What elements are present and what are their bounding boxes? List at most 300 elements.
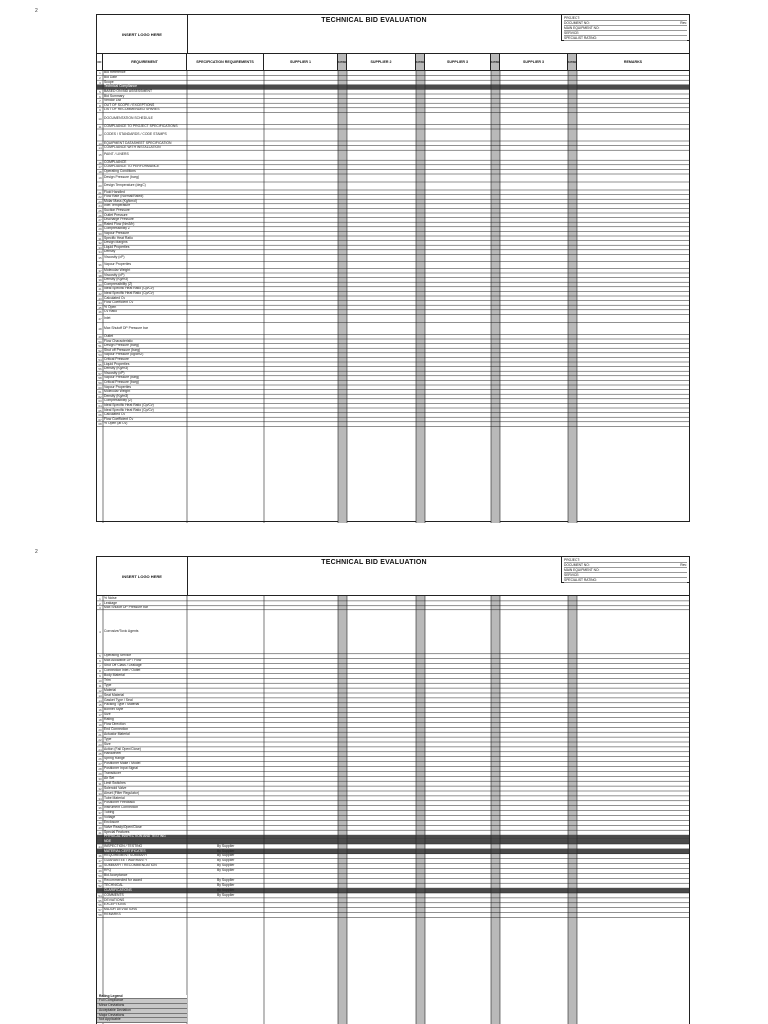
- requirement-label: Critical Pressure: [104, 356, 129, 361]
- row-number: 42: [98, 835, 102, 840]
- row-number: 68: [98, 422, 102, 427]
- row-number: 24: [98, 747, 102, 752]
- spec-note: By Supplier: [217, 853, 235, 858]
- row-number: 44: [98, 844, 102, 849]
- rating-column-shade: [338, 596, 347, 1024]
- info-row: SERVICE:: [564, 31, 687, 36]
- row-number: 17: [98, 165, 102, 170]
- spec-note: By Supplier: [217, 892, 235, 897]
- section-band: [97, 849, 689, 854]
- requirement-label: Calculated Cv: [104, 295, 126, 300]
- row-number: 17: [98, 713, 102, 718]
- row-number: 65: [98, 408, 102, 413]
- sheet-header: [97, 557, 689, 596]
- requirement-label: Ideal Specific Heat Ratio (Cp/Cv): [104, 402, 154, 407]
- row-number: 37: [98, 268, 102, 273]
- spec-note: By Supplier: [217, 848, 235, 853]
- spec-note: By Supplier: [217, 882, 235, 887]
- page-number: 2: [35, 549, 38, 555]
- requirement-label: PAINT / LINERS: [104, 152, 129, 157]
- spec-note: By Supplier: [217, 868, 235, 873]
- row-number: 32: [98, 786, 102, 791]
- row-number: 59: [98, 380, 102, 385]
- row-number: 50: [98, 874, 102, 879]
- row-number: 30: [98, 776, 102, 781]
- row-number: 12: [98, 688, 102, 693]
- requirement-label: Handwheel: [104, 751, 121, 756]
- row-number: 9: [99, 674, 101, 679]
- requirement-label: Body Material: [104, 673, 125, 678]
- requirement-label: Liquid Properties: [104, 361, 130, 366]
- row-number: 24: [98, 204, 102, 209]
- row-number: 8: [99, 669, 101, 674]
- row-number: 58: [98, 376, 102, 381]
- requirement-label: Ideal Specific Heat Ratio (Cp/Cv): [104, 286, 154, 291]
- row-number: 48: [98, 326, 102, 331]
- requirement-label: Ideal Specific Heat Ratio (Cp/Cv): [104, 407, 154, 412]
- col-supplier-3: SUPPLIER 3: [425, 54, 491, 70]
- requirement-label: Rated Flow (Nm3/h): [104, 221, 135, 226]
- row-number: 7: [99, 664, 101, 669]
- row-number: 29: [98, 227, 102, 232]
- requirement-label: % Open: [104, 304, 117, 309]
- requirement-label: Bid Acceptance: [104, 873, 128, 878]
- requirement-label: Operating Conditions: [104, 168, 136, 173]
- requirement-label: Calculated Cv: [104, 412, 126, 417]
- row-number: 44: [98, 301, 102, 306]
- row-number: 37: [98, 811, 102, 816]
- row-number: 1: [99, 71, 101, 76]
- sheet-header: [97, 15, 689, 54]
- requirement-label: Actuator Material: [104, 731, 130, 736]
- row-number: 56: [98, 903, 102, 908]
- requirement-label: Enclosure: [104, 820, 120, 825]
- requirement-label: Liquid Properties: [104, 244, 130, 249]
- requirement-label: Suction Pressure: [104, 207, 130, 212]
- row-number: 66: [98, 413, 102, 418]
- row-number: 55: [98, 898, 102, 903]
- info-row: MAIN EQUIPMENT NO:: [564, 26, 687, 31]
- row-number: 51: [98, 344, 102, 349]
- row-number: 27: [98, 218, 102, 223]
- col-rating-1: RATING: [338, 54, 347, 70]
- row-number: 38: [98, 273, 102, 278]
- row-number: 35: [98, 256, 102, 261]
- requirement-label: Vapour Properties: [104, 262, 132, 267]
- requirement-label: Limit Switches: [104, 780, 126, 785]
- requirement-label: Density (Kg/m3): [104, 393, 129, 398]
- requirement-label: DEVIATIONS: [104, 897, 125, 902]
- requirement-label: RFQ: [104, 868, 112, 873]
- requirement-label: Type: [104, 736, 112, 741]
- row-number: 63: [98, 399, 102, 404]
- requirement-label: Valve Ready/Open/Close: [104, 824, 142, 829]
- rating-column-shade: [491, 596, 500, 1024]
- row-number: 43: [98, 839, 102, 844]
- page-title: TECHNICAL BID EVALUATION: [321, 559, 427, 566]
- row-number: 67: [98, 417, 102, 422]
- requirement-label: Technical Compliance: [104, 84, 137, 89]
- row-number: 32: [98, 241, 102, 246]
- requirement-label: % Noise: [104, 595, 117, 600]
- row-number: 22: [98, 737, 102, 742]
- row-number: 61: [98, 390, 102, 395]
- requirement-label: Bid Summary: [104, 93, 125, 98]
- row-number: 2: [99, 76, 101, 81]
- requirement-label: Instrument Connection: [104, 805, 139, 810]
- col-remarks: REMARKS: [623, 60, 643, 64]
- row-number: 28: [98, 222, 102, 227]
- col-rating-4: RATING: [568, 54, 577, 70]
- row-number: 47: [98, 316, 102, 321]
- row-number: 33: [98, 791, 102, 796]
- requirement-label: MAJOR DEVIATIONS: [104, 907, 138, 912]
- row-number: 23: [98, 742, 102, 747]
- requirement-label: Action (Fail Open/Close): [104, 746, 141, 751]
- rating-legend: [97, 995, 187, 1023]
- row-number: 23: [98, 199, 102, 204]
- requirement-label: Material: [104, 687, 117, 692]
- row-number: 56: [98, 367, 102, 372]
- requirement-label: Rating: [104, 717, 114, 722]
- requirement-label: Positioner Input Signal: [104, 766, 138, 771]
- row-number: 57: [98, 371, 102, 376]
- legend-item: Acceptable Deviation: [97, 1009, 187, 1014]
- info-row: DOCUMENT NO: Rev:: [564, 21, 687, 25]
- requirement-label: TECHNICAL: [104, 882, 124, 887]
- row-number: 45: [98, 849, 102, 854]
- col-supplier-1: SUPPLIER 1: [264, 54, 338, 70]
- col-spec: SPECIFICATION REQUIREMENTS: [187, 54, 264, 70]
- row-number: 49: [98, 334, 102, 339]
- requirement-label: Molecular Weight: [104, 267, 131, 272]
- row-number: 13: [98, 141, 102, 146]
- requirement-label: Positioner Feedback: [104, 800, 135, 805]
- row-number: 53: [98, 888, 102, 893]
- row-number: 57: [98, 908, 102, 913]
- section-band: [97, 839, 689, 844]
- rating-column-shade: [338, 71, 347, 523]
- row-number: 51: [98, 878, 102, 883]
- row-number: 38: [98, 816, 102, 821]
- row-number: 48: [98, 864, 102, 869]
- rating-column-shade: [416, 596, 425, 1024]
- requirement-label: Density: [104, 249, 116, 254]
- row-number: 10: [98, 678, 102, 683]
- info-row: DOCUMENT NO: Rev:: [564, 563, 687, 567]
- row-number: 1: [99, 596, 101, 601]
- row-number: 50: [98, 339, 102, 344]
- requirement-label: EXCEPTIONS: [104, 902, 126, 907]
- requirement-label: NDE: [104, 838, 112, 843]
- requirement-label: Discharge Pressure: [104, 217, 134, 222]
- spec-note: By Supplier: [217, 877, 235, 882]
- requirement-label: Inlet: [104, 315, 111, 320]
- requirement-label: Recommended for award: [104, 877, 143, 882]
- requirement-label: Density (Kg/m3): [104, 366, 129, 371]
- row-number: 46: [98, 310, 102, 315]
- row-number: 64: [98, 403, 102, 408]
- requirement-label: Tubing: [104, 810, 115, 815]
- row-number: 35: [98, 801, 102, 806]
- row-number: 27: [98, 762, 102, 767]
- spec-note: By Supplier: [217, 843, 235, 848]
- document-info-block: [561, 15, 689, 41]
- row-number: 29: [98, 772, 102, 777]
- requirement-label: % Open (at Cv): [104, 421, 128, 426]
- legend-item: Major Deviations: [97, 1014, 187, 1019]
- row-number: 39: [98, 821, 102, 826]
- row-number: 55: [98, 362, 102, 367]
- legend-item: Not Applicable: [97, 1018, 187, 1023]
- row-number: 14: [98, 146, 102, 151]
- requirement-label: Compressibility (Z): [104, 281, 133, 286]
- row-number: 18: [98, 718, 102, 723]
- requirement-label: SUMMARY / RECOMMENDATION: [104, 863, 157, 868]
- rating-column-shade: [568, 71, 577, 523]
- requirement-label: Airset (Filter Regulator): [104, 790, 140, 795]
- requirement-label: Special Features: [104, 829, 130, 834]
- row-number: 19: [98, 723, 102, 728]
- requirement-label: Operating Service: [104, 653, 132, 658]
- requirement-label: GUARANTEE / WARRANTY: [104, 858, 148, 863]
- requirement-label: End Connection: [104, 726, 129, 731]
- row-number: 47: [98, 859, 102, 864]
- requirement-label: DOCUMENTATION SCHEDULE: [104, 115, 153, 120]
- requirement-label: Max Shutoff DP Pressure bar: [104, 605, 148, 609]
- requirement-label: Design Pressure (barg): [104, 175, 140, 180]
- row-number: 53: [98, 353, 102, 358]
- logo-placeholder: INSERT LOGO HERE: [97, 15, 188, 53]
- row-number: 41: [98, 830, 102, 835]
- row-number: 20: [98, 184, 102, 189]
- row-number: 43: [98, 296, 102, 301]
- col-supplier-2: SUPPLIER 2: [347, 54, 416, 70]
- row-number: 54: [98, 357, 102, 362]
- requirement-label: Inlet Temperature: [104, 203, 131, 208]
- requirement-label: Bid Date: [104, 75, 118, 80]
- row-number: 36: [98, 263, 102, 268]
- row-number: 9: [99, 108, 101, 113]
- col-no: NO: [97, 54, 103, 70]
- row-number: 4: [99, 630, 101, 634]
- requirement-label: Packing Type / Material: [104, 702, 140, 707]
- row-number: 52: [98, 883, 102, 888]
- row-number: 11: [98, 683, 102, 688]
- row-number: 21: [98, 190, 102, 195]
- logo-placeholder: INSERT LOGO HERE: [97, 557, 188, 595]
- row-number: 10: [98, 116, 102, 121]
- info-row: PROJECT:: [564, 16, 687, 21]
- row-number: 49: [98, 869, 102, 874]
- requirement-label: Ideal Specific Heat Ratio (Cp/Cv): [104, 290, 154, 295]
- requirement-label: Flow Coefficient Cv: [104, 416, 134, 421]
- requirement-label: Vapour Properties: [104, 384, 132, 389]
- requirement-label: Viscosity (cP): [104, 272, 125, 277]
- row-number: 25: [98, 208, 102, 213]
- row-number: 28: [98, 767, 102, 772]
- row-number: 30: [98, 231, 102, 236]
- requirement-label: Spring Range: [104, 756, 125, 761]
- section-band: [97, 85, 689, 90]
- requirement-label: Gasket Type / Seal: [104, 697, 133, 702]
- row-number: 16: [98, 708, 102, 713]
- row-number: 42: [98, 291, 102, 296]
- row-number: 11: [98, 124, 102, 129]
- spec-note: By Supplier: [217, 858, 235, 863]
- row-number: 6: [99, 94, 101, 99]
- col-rating-2: RATING: [416, 54, 425, 70]
- requirement-label: Vendor List: [104, 98, 121, 103]
- section-band: [97, 835, 689, 839]
- page-number: 2: [35, 8, 38, 14]
- col-rating-3: RATING: [491, 54, 500, 70]
- info-row: MAIN EQUIPMENT NO:: [564, 568, 687, 573]
- row-number: 40: [98, 825, 102, 830]
- requirement-label: Solenoid Valve: [104, 785, 127, 790]
- requirement-label: Viscosity (cP): [104, 255, 125, 260]
- legend-item: Minor Deviations: [97, 1004, 187, 1009]
- requirement-label: Bonnet Style: [104, 707, 124, 712]
- info-row: SPECIALIST RATING:: [564, 578, 687, 583]
- requirement-label: Positioner Make / Model: [104, 761, 141, 766]
- row-number: 4: [99, 85, 101, 90]
- row-number: 5: [99, 89, 101, 94]
- requirement-label: Vapour Pressure (barg): [104, 375, 140, 380]
- requirement-label: Cv Ratio: [104, 309, 118, 314]
- info-row: PROJECT:: [564, 558, 687, 563]
- legend-title: Rating Legend: [97, 995, 187, 1000]
- requirement-label: Molar Mass (Kg/kmol): [104, 198, 137, 203]
- requirement-label: Connection Inlet / Outlet: [104, 668, 141, 673]
- requirement-label: BASED ON BID ASSESSMENT: [104, 88, 153, 93]
- row-number: 22: [98, 195, 102, 200]
- row-number: 25: [98, 752, 102, 757]
- requirement-label: Voltage: [104, 815, 116, 820]
- row-number: 18: [98, 169, 102, 174]
- requirement-label: Flow Direction: [104, 722, 126, 727]
- row-number: 7: [99, 99, 101, 104]
- requirement-label: CODES / STANDARDS / CODE STAMPS: [104, 132, 167, 137]
- grid-lines: [97, 596, 689, 1024]
- requirement-label: Transducer: [104, 771, 122, 776]
- row-number: 26: [98, 213, 102, 218]
- requirement-label: Design Pressure (barg): [104, 343, 140, 348]
- requirement-label: LIST OF RECOMMENDED SPARES: [104, 107, 160, 112]
- row-number: 20: [98, 727, 102, 732]
- requirement-label: Compressibility (Z): [104, 398, 133, 403]
- row-number: 40: [98, 282, 102, 287]
- spec-note: By Supplier: [217, 863, 235, 868]
- row-number: 15: [98, 703, 102, 708]
- requirement-label: Design Margins: [104, 240, 128, 245]
- requirement-label: Critical Pressure (barg): [104, 379, 139, 384]
- evaluation-grid: [97, 71, 689, 523]
- row-number: 45: [98, 305, 102, 310]
- info-row: SERVICE:: [564, 573, 687, 578]
- requirement-label: PHYSICAL INSPECTION AND TESTING: [104, 834, 166, 839]
- requirement-label: COMPLIANCE WITH INSTALLATION: [104, 145, 161, 150]
- requirement-label: CLARIFICATIONS: [104, 887, 132, 892]
- row-number: 34: [98, 250, 102, 255]
- requirement-label: Vapour Pressure (kg/cm2): [104, 352, 144, 357]
- row-number: 41: [98, 287, 102, 292]
- row-number: 3: [99, 606, 101, 610]
- requirement-label: Leakage: [104, 600, 118, 605]
- row-number: 15: [98, 153, 102, 158]
- requirement-label: Flow Coefficient Cv: [104, 300, 134, 305]
- info-row: SPECIALIST RATING:: [564, 36, 687, 41]
- row-number: 12: [98, 133, 102, 138]
- requirement-label: Type: [104, 682, 112, 687]
- col-requirement: REQUIREMENT: [103, 54, 187, 70]
- rating-column-shade: [416, 71, 425, 523]
- requirement-label: Outlet: [104, 333, 114, 338]
- bid-evaluation-sheet-2: [96, 556, 690, 1024]
- bid-evaluation-sheet-1: [96, 14, 690, 522]
- row-number: 31: [98, 781, 102, 786]
- requirement-label: Density (Kg/m3): [104, 277, 129, 282]
- row-number: 62: [98, 394, 102, 399]
- row-number: 16: [98, 160, 102, 165]
- requirement-label: EQUIPMENT DATASHEET SPECIFICATION: [104, 140, 172, 145]
- section-band: [97, 888, 689, 893]
- requirement-label: Design Temperature (degC): [104, 183, 146, 188]
- requirement-label: Compressibility Z: [104, 226, 130, 231]
- row-number: 46: [98, 854, 102, 859]
- row-number: 26: [98, 757, 102, 762]
- requirement-label: Size: [104, 741, 111, 746]
- requirement-label: OUT OF SCOPE / EXCEPTIONS: [104, 102, 155, 107]
- requirement-label: REQUIREMENT SUMMARY: [104, 853, 148, 858]
- requirement-label: Shut Off Class / Leakage: [104, 663, 142, 668]
- requirement-label: Specific Heat Ratio: [104, 235, 133, 240]
- requirement-label: Viscosity (cP): [104, 370, 125, 375]
- requirement-label: Air Set: [104, 775, 115, 780]
- requirement-label: COMPLIANCE TO PROJECT SPECIFICATIONS: [104, 123, 178, 128]
- requirement-label: Flow Characteristic: [104, 338, 133, 343]
- row-number: 8: [99, 103, 101, 108]
- requirement-label: INSPECTION / TESTING: [104, 843, 143, 848]
- rating-column-shade: [491, 71, 500, 523]
- row-number: 52: [98, 348, 102, 353]
- row-number: 6: [99, 659, 101, 664]
- row-number: 3: [99, 80, 101, 85]
- row-number: 54: [98, 893, 102, 898]
- requirement-label: COMMENTS: [104, 892, 124, 897]
- requirement-label: COMPLIANCE TO PERFORMANCE: [104, 164, 160, 169]
- page-title: TECHNICAL BID EVALUATION: [321, 17, 427, 24]
- legend-item: Full Compliance: [97, 999, 187, 1004]
- row-number: 58: [98, 913, 102, 918]
- requirement-label: Tube Material: [104, 795, 125, 800]
- requirement-label: REMARKS: [104, 912, 121, 917]
- row-number: 21: [98, 732, 102, 737]
- row-number: 5: [99, 654, 101, 659]
- row-number: 34: [98, 796, 102, 801]
- requirement-label: Size: [104, 712, 111, 717]
- requirement-label: COMPLIANCE: [104, 159, 127, 164]
- evaluation-grid: [97, 596, 689, 1024]
- row-number: 31: [98, 236, 102, 241]
- requirement-label: Max Allowable DP / Flow: [104, 658, 142, 663]
- requirement-label: Max Shutoff DP Pressure bar: [104, 325, 148, 330]
- requirement-label: Vapour Pressure: [104, 230, 130, 235]
- row-number: 60: [98, 385, 102, 390]
- requirement-label: MATERIAL CERTIFICATES: [104, 848, 146, 853]
- requirement-label: Shut off Pressure (barg): [104, 347, 141, 352]
- row-number: 19: [98, 176, 102, 181]
